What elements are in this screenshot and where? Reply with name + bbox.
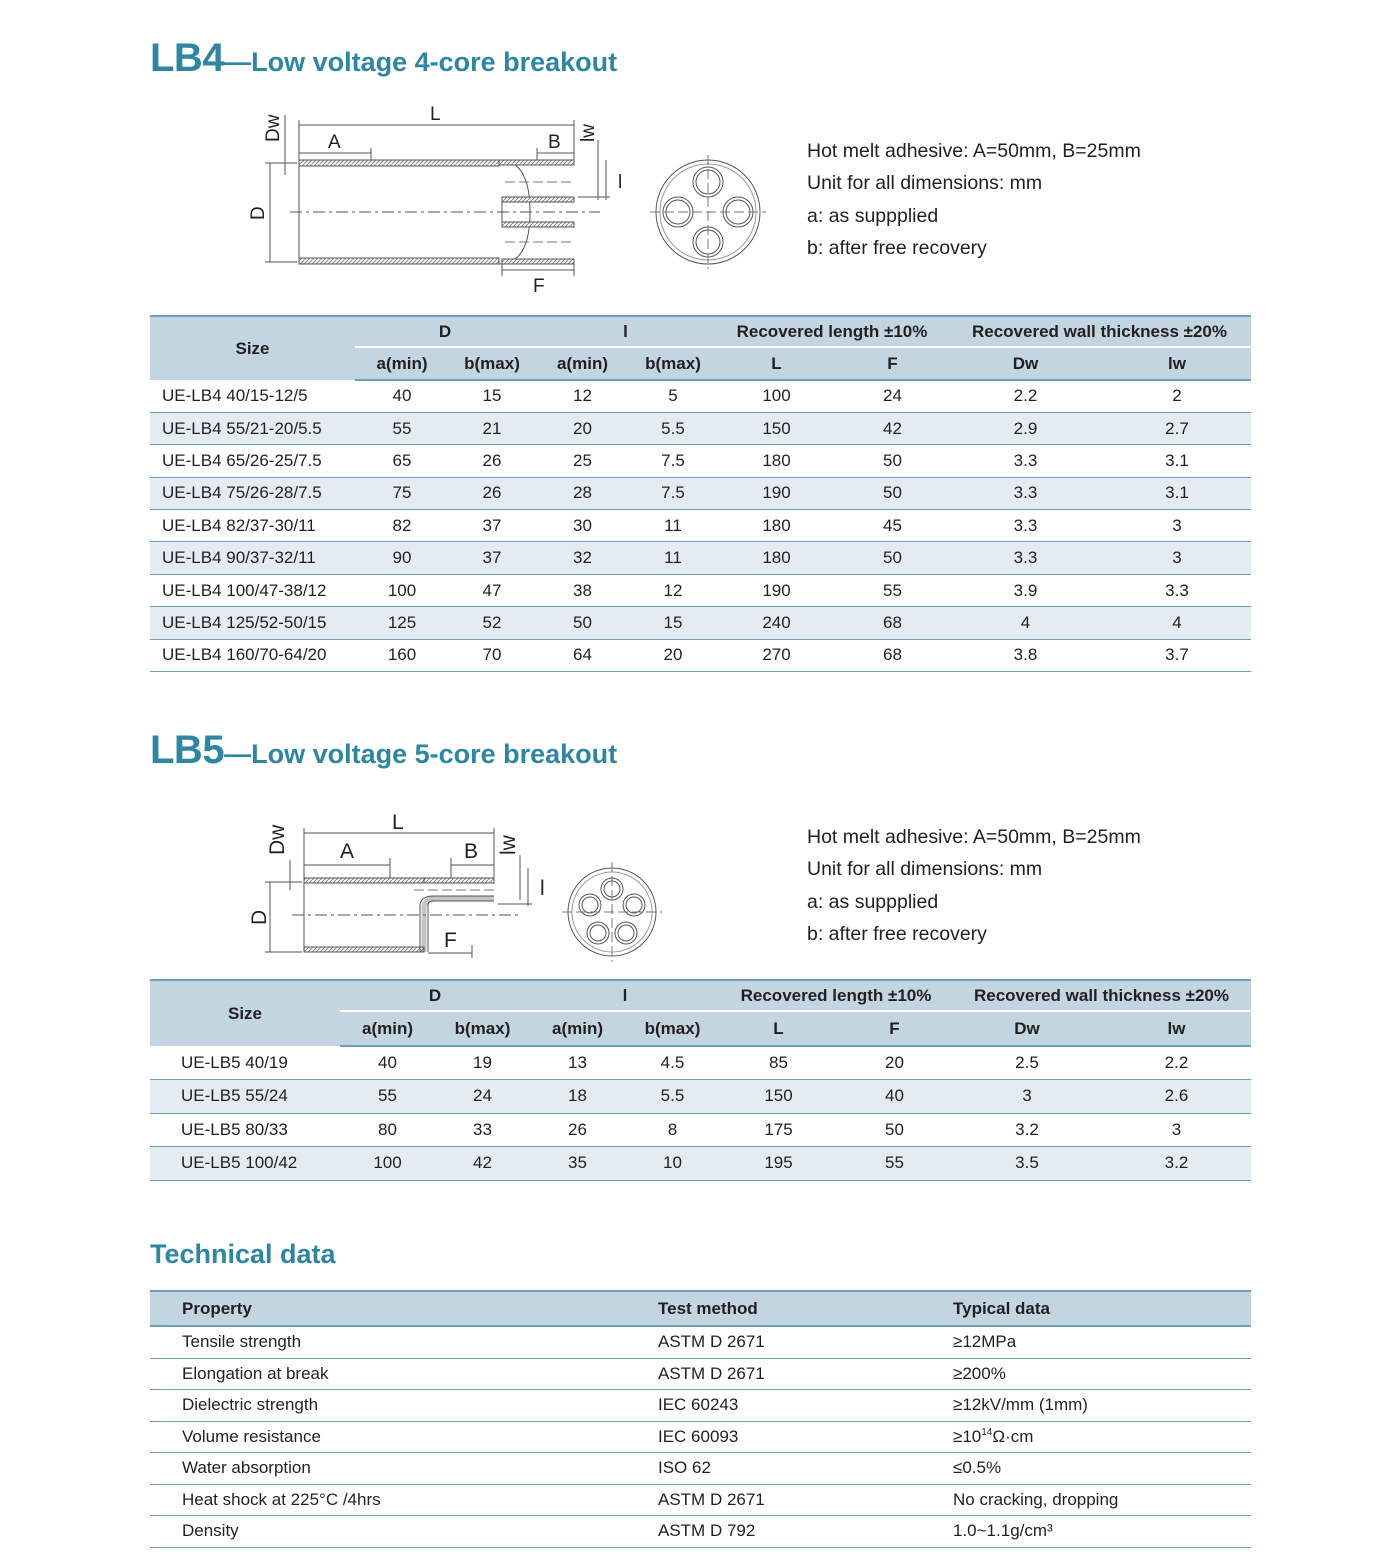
lb4-diagram	[240, 100, 780, 300]
technical-property: Heat shock at 225°C /4hrs	[150, 1484, 658, 1516]
value-cell: 15	[449, 380, 535, 412]
value-cell: 28	[535, 477, 630, 509]
lb5-header-size: Size	[150, 980, 340, 1046]
value-cell: 42	[837, 412, 948, 444]
value-cell: 3	[1103, 510, 1251, 542]
size-cell: UE-LB4 100/47-38/12	[150, 574, 355, 606]
value-cell: 70	[449, 639, 535, 671]
technical-property: Dielectric strength	[150, 1390, 658, 1422]
value-cell: 40	[355, 380, 449, 412]
technical-value: ≥200%	[953, 1358, 1251, 1390]
value-cell: 37	[449, 542, 535, 574]
technical-property: Tensile strength	[150, 1326, 658, 1358]
value-cell: 64	[535, 639, 630, 671]
lb4-subheader: L	[716, 347, 837, 380]
value-cell: 7.5	[630, 445, 716, 477]
table-row	[150, 639, 1251, 671]
technical-property: Water absorption	[150, 1453, 658, 1485]
lb4-subheader: Dw	[948, 347, 1103, 380]
technical-row	[150, 1358, 1251, 1390]
technical-method: ASTM D 792	[658, 1516, 953, 1548]
size-cell: UE-LB5 40/19	[150, 1046, 340, 1080]
technical-row	[150, 1421, 1251, 1453]
value-cell: 12	[630, 574, 716, 606]
value-cell: 40	[340, 1046, 435, 1080]
lb5-subtitle: Low voltage 5-core breakout	[251, 739, 618, 769]
value-cell: 50	[837, 445, 948, 477]
value-cell: 42	[435, 1147, 530, 1181]
lb5-subheader: Dw	[952, 1011, 1102, 1046]
lb5-header-recovered-length: Recovered length ±10%	[720, 980, 952, 1011]
lb5-label-l: l	[540, 877, 545, 900]
value-cell: 160	[355, 639, 449, 671]
lb5-diagram	[240, 805, 680, 970]
table-row	[150, 412, 1251, 444]
lb4-label-F: F	[533, 276, 545, 297]
lb4-note-a: a: as suppplied	[807, 204, 939, 227]
value-cell: 68	[837, 607, 948, 639]
lb4-note-units: Unit for all dimensions: mm	[807, 172, 1043, 195]
size-cell: UE-LB4 125/52-50/15	[150, 607, 355, 639]
lb5-dash: —	[224, 739, 252, 769]
lb5-note-units: Unit for all dimensions: mm	[807, 858, 1043, 881]
value-cell: 45	[837, 510, 948, 542]
value-cell: 150	[716, 412, 837, 444]
technical-property: Elongation at break	[150, 1358, 658, 1390]
value-cell: 195	[720, 1147, 837, 1181]
lb5-table	[150, 979, 1251, 1181]
technical-value	[953, 1421, 1251, 1453]
value-cell: 37	[449, 510, 535, 542]
lb4-note-b: b: after free recovery	[807, 236, 987, 259]
technical-value-exponent: 14	[981, 1426, 993, 1438]
value-cell: 32	[535, 542, 630, 574]
lb4-subheader: b(max)	[630, 347, 716, 380]
value-cell: 50	[837, 542, 948, 574]
lb5-label-lw: lw	[497, 835, 520, 855]
size-cell: UE-LB5 55/24	[150, 1080, 340, 1114]
value-cell: 5	[630, 380, 716, 412]
lb5-label-D: D	[248, 909, 271, 925]
size-cell: UE-LB5 80/33	[150, 1113, 340, 1147]
value-cell: 26	[449, 445, 535, 477]
value-cell: 180	[716, 510, 837, 542]
size-cell: UE-LB5 100/42	[150, 1147, 340, 1181]
lb5-label-B: B	[464, 840, 479, 863]
value-cell: 3.5	[952, 1147, 1102, 1181]
value-cell: 13	[530, 1046, 625, 1080]
value-cell: 3	[1103, 542, 1251, 574]
lb4-table	[150, 315, 1251, 672]
value-cell: 3.2	[952, 1113, 1102, 1147]
value-cell: 2.7	[1103, 412, 1251, 444]
lb4-subheader: a(min)	[535, 347, 630, 380]
value-cell: 55	[340, 1080, 435, 1114]
technical-method: IEC 60243	[658, 1390, 953, 1422]
technical-header-typical: Typical data	[953, 1291, 1251, 1326]
value-cell: 19	[435, 1046, 530, 1080]
value-cell: 5.5	[625, 1080, 720, 1114]
technical-method: ISO 62	[658, 1453, 953, 1485]
lb4-header-size: Size	[150, 316, 355, 380]
lb5-subheader: a(min)	[530, 1011, 625, 1046]
value-cell: 65	[355, 445, 449, 477]
value-cell: 190	[716, 477, 837, 509]
value-cell: 30	[535, 510, 630, 542]
lb5-subheader: L	[720, 1011, 837, 1046]
table-row	[150, 477, 1251, 509]
value-cell: 2.5	[952, 1046, 1102, 1080]
value-cell: 150	[720, 1080, 837, 1114]
lb5-subheader: b(max)	[625, 1011, 720, 1046]
value-cell: 55	[837, 1147, 952, 1181]
value-cell: 40	[837, 1080, 952, 1114]
lb5-table-body	[150, 1046, 1251, 1180]
size-cell: UE-LB4 55/21-20/5.5	[150, 412, 355, 444]
value-cell: 11	[630, 542, 716, 574]
lb5-note-b: b: after free recovery	[807, 922, 987, 945]
value-cell: 52	[449, 607, 535, 639]
lb4-label-Dw: Dw	[263, 114, 284, 142]
size-cell: UE-LB4 40/15-12/5	[150, 380, 355, 412]
value-cell: 100	[340, 1147, 435, 1181]
technical-row	[150, 1453, 1251, 1485]
technical-method: ASTM D 2671	[658, 1484, 953, 1516]
value-cell: 47	[449, 574, 535, 606]
value-cell: 80	[340, 1113, 435, 1147]
table-row	[150, 607, 1251, 639]
technical-row	[150, 1516, 1251, 1548]
lb4-table-body	[150, 380, 1251, 672]
lb5-notes	[807, 821, 1141, 950]
lb5-header-recovered-wall: Recovered wall thickness ±20%	[952, 980, 1251, 1011]
value-cell: 2.2	[948, 380, 1103, 412]
lb5-note-a: a: as suppplied	[807, 890, 939, 913]
value-cell: 50	[535, 607, 630, 639]
technical-method: ASTM D 2671	[658, 1358, 953, 1390]
technical-table	[150, 1290, 1251, 1548]
value-cell: 25	[535, 445, 630, 477]
value-cell: 2.2	[1102, 1046, 1251, 1080]
lb5-title	[150, 728, 617, 773]
table-row	[150, 510, 1251, 542]
lb4-label-L: L	[430, 104, 441, 125]
lb5-label-F: F	[444, 929, 457, 952]
value-cell: 26	[449, 477, 535, 509]
value-cell: 175	[720, 1113, 837, 1147]
value-cell: 4.5	[625, 1046, 720, 1080]
lb4-title	[150, 36, 617, 81]
technical-row	[150, 1326, 1251, 1358]
lb5-code: LB5	[150, 728, 225, 772]
value-cell: 3.8	[948, 639, 1103, 671]
lb5-note-adhesive: Hot melt adhesive: A=50mm, B=25mm	[807, 826, 1141, 848]
value-cell: 3.3	[948, 542, 1103, 574]
value-cell: 4	[1103, 607, 1251, 639]
value-cell: 180	[716, 445, 837, 477]
value-cell: 3.3	[948, 510, 1103, 542]
technical-title: Technical data	[150, 1239, 336, 1269]
lb5-subheader: F	[837, 1011, 952, 1046]
technical-value-suffix: Ω·cm	[992, 1426, 1034, 1446]
value-cell: 100	[716, 380, 837, 412]
technical-value: ≥12MPa	[953, 1326, 1251, 1358]
value-cell: 8	[625, 1113, 720, 1147]
table-row	[150, 1080, 1251, 1114]
value-cell: 2.6	[1102, 1080, 1251, 1114]
technical-value: ≥12kV/mm (1mm)	[953, 1390, 1251, 1422]
lb5-header-D: D	[340, 980, 530, 1011]
value-cell: 3.1	[1103, 477, 1251, 509]
lb4-subheader: a(min)	[355, 347, 449, 380]
lb4-label-A: A	[328, 132, 341, 153]
value-cell: 20	[837, 1046, 952, 1080]
value-cell: 55	[837, 574, 948, 606]
lb5-label-L: L	[392, 811, 404, 834]
value-cell: 3.3	[1103, 574, 1251, 606]
value-cell: 15	[630, 607, 716, 639]
size-cell: UE-LB4 75/26-28/7.5	[150, 477, 355, 509]
technical-property: Volume resistance	[150, 1421, 658, 1453]
table-row	[150, 1046, 1251, 1080]
size-cell: UE-LB4 65/26-25/7.5	[150, 445, 355, 477]
value-cell: 270	[716, 639, 837, 671]
value-cell: 85	[720, 1046, 837, 1080]
value-cell: 20	[535, 412, 630, 444]
lb5-subheader: a(min)	[340, 1011, 435, 1046]
value-cell: 3.7	[1103, 639, 1251, 671]
lb4-subheader: b(max)	[449, 347, 535, 380]
value-cell: 3.2	[1102, 1147, 1251, 1181]
value-cell: 82	[355, 510, 449, 542]
lb5-header-l: l	[530, 980, 720, 1011]
value-cell: 5.5	[630, 412, 716, 444]
technical-value-prefix: ≥10	[953, 1426, 982, 1446]
technical-method: ASTM D 2671	[658, 1326, 953, 1358]
value-cell: 10	[625, 1147, 720, 1181]
value-cell: 18	[530, 1080, 625, 1114]
value-cell: 33	[435, 1113, 530, 1147]
technical-value: ≤0.5%	[953, 1453, 1251, 1485]
lb4-note-adhesive: Hot melt adhesive: A=50mm, B=25mm	[807, 140, 1141, 162]
table-row	[150, 1147, 1251, 1181]
value-cell: 35	[530, 1147, 625, 1181]
lb5-subheader: lw	[1102, 1011, 1251, 1046]
lb4-label-l: l	[618, 172, 623, 193]
lb4-header-l: l	[535, 316, 716, 347]
value-cell: 24	[435, 1080, 530, 1114]
value-cell: 90	[355, 542, 449, 574]
value-cell: 55	[355, 412, 449, 444]
lb4-subheader: lw	[1103, 347, 1251, 380]
value-cell: 3.1	[1103, 445, 1251, 477]
value-cell: 3.9	[948, 574, 1103, 606]
value-cell: 100	[355, 574, 449, 606]
lb4-header-recovered-wall: Recovered wall thickness ±20%	[948, 316, 1251, 347]
value-cell: 26	[530, 1113, 625, 1147]
lb4-header-recovered-length: Recovered length ±10%	[716, 316, 948, 347]
lb4-header-D: D	[355, 316, 535, 347]
size-cell: UE-LB4 160/70-64/20	[150, 639, 355, 671]
table-row	[150, 1113, 1251, 1147]
technical-value: No cracking, dropping	[953, 1484, 1251, 1516]
lb4-subheader: F	[837, 347, 948, 380]
value-cell: 4	[948, 607, 1103, 639]
value-cell: 125	[355, 607, 449, 639]
value-cell: 3	[1102, 1113, 1251, 1147]
table-row	[150, 380, 1251, 412]
value-cell: 7.5	[630, 477, 716, 509]
lb4-subtitle: Low voltage 4-core breakout	[251, 47, 618, 77]
table-row	[150, 574, 1251, 606]
value-cell: 2	[1103, 380, 1251, 412]
value-cell: 3.3	[948, 477, 1103, 509]
value-cell: 75	[355, 477, 449, 509]
technical-header-method: Test method	[658, 1291, 953, 1326]
technical-header-property: Property	[150, 1291, 658, 1326]
lb4-code: LB4	[150, 36, 225, 80]
value-cell: 24	[837, 380, 948, 412]
table-row	[150, 445, 1251, 477]
lb4-label-B: B	[548, 132, 561, 153]
value-cell: 50	[837, 477, 948, 509]
size-cell: UE-LB4 82/37-30/11	[150, 510, 355, 542]
lb4-notes	[807, 135, 1141, 264]
lb4-label-lw: lw	[578, 124, 599, 142]
size-cell: UE-LB4 90/37-32/11	[150, 542, 355, 574]
value-cell: 50	[837, 1113, 952, 1147]
value-cell: 12	[535, 380, 630, 412]
lb4-dash: —	[224, 47, 252, 77]
value-cell: 180	[716, 542, 837, 574]
technical-row	[150, 1390, 1251, 1422]
lb5-label-Dw: Dw	[266, 824, 289, 855]
value-cell: 240	[716, 607, 837, 639]
value-cell: 3.3	[948, 445, 1103, 477]
table-row	[150, 542, 1251, 574]
lb4-label-D: D	[248, 206, 269, 220]
value-cell: 3	[952, 1080, 1102, 1114]
value-cell: 11	[630, 510, 716, 542]
value-cell: 2.9	[948, 412, 1103, 444]
technical-row	[150, 1484, 1251, 1516]
value-cell: 68	[837, 639, 948, 671]
lb5-subheader: b(max)	[435, 1011, 530, 1046]
value-cell: 38	[535, 574, 630, 606]
value-cell: 21	[449, 412, 535, 444]
value-cell: 190	[716, 574, 837, 606]
lb5-label-A: A	[340, 840, 355, 863]
technical-value: 1.0~1.1g/cm³	[953, 1516, 1251, 1548]
value-cell: 20	[630, 639, 716, 671]
technical-method: IEC 60093	[658, 1421, 953, 1453]
technical-property: Density	[150, 1516, 658, 1548]
